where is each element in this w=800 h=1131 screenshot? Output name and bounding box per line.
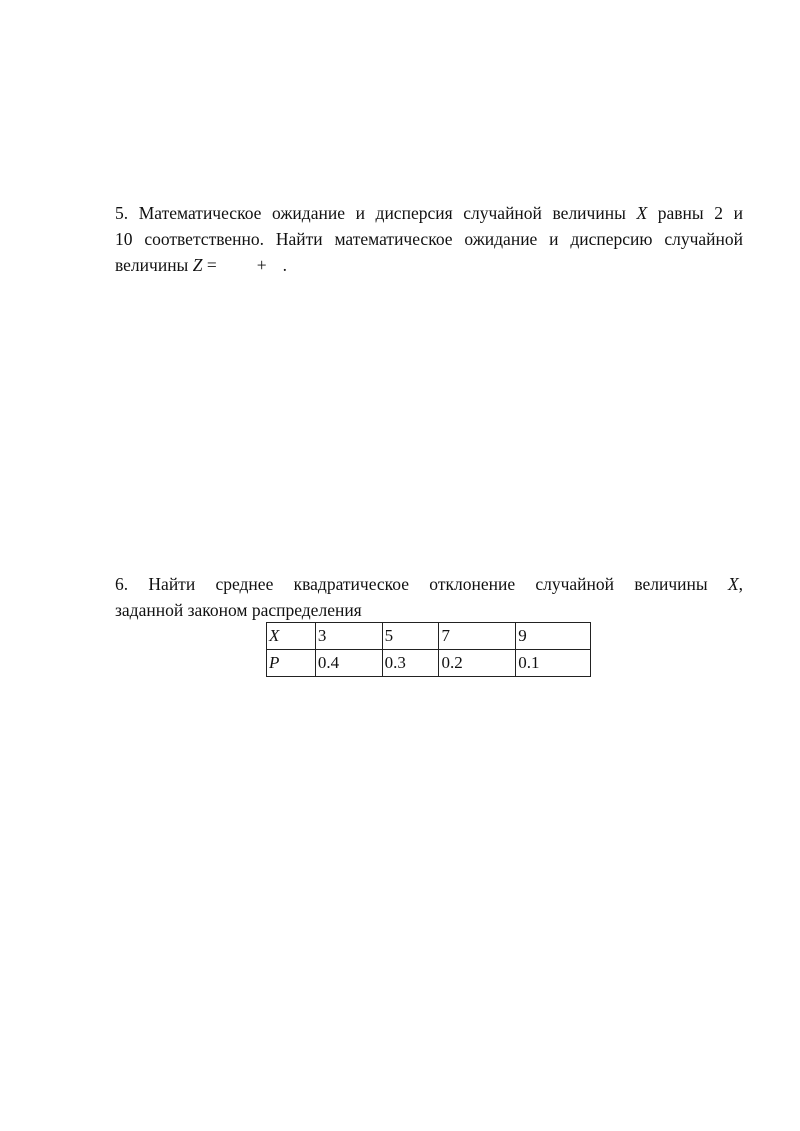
- row-header-p: P: [267, 650, 316, 677]
- equals-sign: =: [206, 255, 217, 275]
- problem-6-line-1: [115, 571, 743, 597]
- table-cell: 0.1: [516, 650, 591, 677]
- problem-6: [115, 571, 743, 623]
- problem-5-line-3-text: величины: [115, 255, 189, 275]
- problem-5-line-3: [115, 252, 743, 278]
- distribution-table: [266, 622, 591, 677]
- table-cell: 0.4: [315, 650, 382, 677]
- table-cell: 3: [315, 623, 382, 650]
- variable-x: X: [636, 203, 648, 223]
- problem-5-line-2: 10 соответственно. Найти математическое ожидание и дисперсию случайной: [115, 229, 743, 249]
- problem-6-text: 6. Найти среднее квадратическое отклонение случайной величины: [115, 574, 708, 594]
- problem-5-line-1: [115, 200, 743, 226]
- table-cell: 0.2: [439, 650, 516, 677]
- table-cell: 9: [516, 623, 591, 650]
- variable-x: X: [727, 574, 739, 594]
- comma: ,: [738, 574, 744, 594]
- variable-z: Z: [192, 255, 203, 275]
- problem-5: [115, 200, 743, 278]
- row-header-x: X: [267, 623, 316, 650]
- problem-6-line-2: заданной законом распределения: [115, 600, 362, 620]
- period: .: [282, 255, 287, 275]
- table-row-p: [267, 650, 591, 677]
- table-row-x: [267, 623, 591, 650]
- table-cell: 0.3: [382, 650, 439, 677]
- table-cell: 7: [439, 623, 516, 650]
- problem-5-text-after: равны 2 и: [657, 203, 743, 223]
- problem-5-text: 5. Математическое ожидание и дисперсия случайной величины: [115, 203, 626, 223]
- plus-sign: +: [256, 255, 267, 275]
- table-cell: 5: [382, 623, 439, 650]
